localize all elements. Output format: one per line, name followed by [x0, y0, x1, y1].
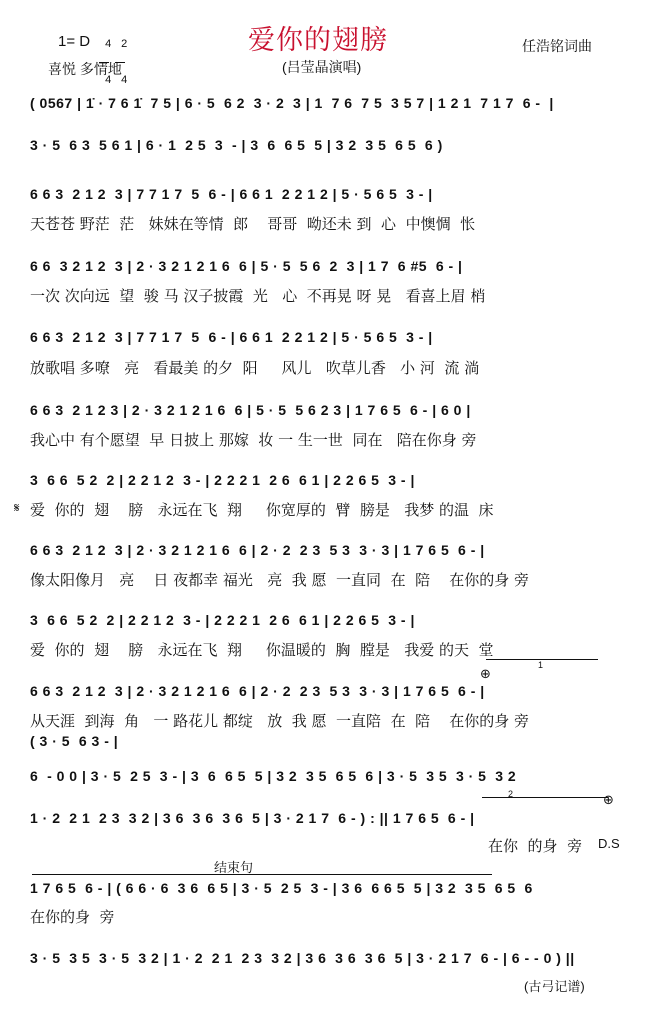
lyric-line-7: 爱 你的 翅 膀 永远在飞 翔 你宽厚的 臂 膀是 我梦 的温 床 — [30, 501, 494, 519]
volta-label-2: 2 — [508, 789, 514, 799]
meter-denominator: 4 — [121, 74, 128, 86]
music-line-12: 6 - 0 0 | 3 · 5 2 5 3 - | 3 6 6 5 5 | 3 2 3 5 6 5 6 | 3 · 5 3 5 3 · 5 3 2 — [30, 768, 517, 784]
coda-sign-2: ⊕ — [603, 792, 614, 807]
volta-bracket-2 — [482, 797, 608, 798]
lyric-line-13: 在你 的身 旁 — [488, 837, 583, 855]
singer-credit: (吕莹晶演唱) — [282, 59, 362, 75]
lyric-line-8: 像太阳像月 亮 日 夜都幸 福光 亮 我 愿 一直同 在 陪 在你的身 旁 — [30, 571, 529, 589]
music-line-6: 6 6 3 2 1 2 3 | 2 · 3 2 1 2 1 6 6 | 5 · 5 5 6 2 3 | 1 7 6 5 6 - | 6 0 | — [30, 402, 471, 418]
ending-label: 结束句 — [214, 860, 254, 875]
music-line-5: 6 6 3 2 1 2 3 | 7 7 1 7 5 6 - | 6 6 1 2 2 1 2 | 5 · 5 6 5 3 - | — [30, 329, 433, 345]
segno-sign: 𝄋 — [14, 500, 20, 515]
meter-denominator: 4 — [105, 74, 112, 86]
music-line-9: 3 6 6 5 2 2 | 2 2 1 2 3 - | 2 2 2 1 2 6 6 1 | 2 2 6 5 3 - | — [30, 612, 415, 628]
lyric-line-9: 爱 你的 翅 膀 永远在飞 翔 你温暖的 胸 膛是 我爱 的天 堂 — [30, 641, 494, 659]
key-signature: 1= D — [58, 33, 91, 50]
tempo-mood: 喜悦 多情地 — [48, 61, 122, 77]
music-line-8: 6 6 3 2 1 2 3 | 2 · 3 2 1 2 1 6 6 | 2 · 2 2 3 5 3 3 · 3 | 1 7 6 5 6 - | — [30, 542, 485, 558]
coda-sign: ⊕ — [480, 666, 491, 681]
music-line-13: 1 · 2 2 1 2 3 3 2 | 3 6 3 6 3 6 5 | 3 · 2 1 7 6 - ) : || 1 7 6 5 6 - | — [30, 810, 475, 826]
ds-marking: D.S — [598, 836, 620, 851]
music-line-14: 1 7 6 5 6 - | ( 6 6 · 6 3 6 6 5 | 3 · 5 2 5 3 - | 3 6 6 6 5 5 | 3 2 3 5 6 5 6 — [30, 880, 533, 896]
music-line-11: ( 3 · 5 6 3 - | — [30, 733, 119, 749]
music-line-2: 3 · 5 6 3 5 6 1 | 6 · 1 2 5 3 - | 3 6 6 5 5 | 3 2 3 5 6 5 6 ) — [30, 137, 443, 153]
meter-numerator: 4 — [105, 38, 112, 50]
music-line-15: 3 · 5 3 5 3 · 5 3 2 | 1 · 2 2 1 2 3 3 2 | 3 6 3 6 3 6 5 | 3 · 2 1 7 6 - | 6 - - 0 ) || — [30, 950, 575, 966]
lyric-line-14: 在你的身 旁 — [30, 908, 115, 926]
music-line-4: 6 6 3 2 1 2 3 | 2 · 3 2 1 2 1 6 6 | 5 · 5 5 6 2 3 | 1 7 6 #5 6 - | — [30, 258, 463, 274]
transcriber-credit: (古弓记谱) — [524, 979, 585, 994]
ending-bracket — [32, 874, 492, 875]
composer-credit: 任浩铭词曲 — [522, 38, 592, 54]
music-line-1: ( 0567 | 1̇ · 7 6 1̇ 7 5 | 6 · 5 6 2 3 · 2 3 | 1 7 6 7 5 3 5 7 | 1 2 1 7 1 7 6 - | — [30, 95, 554, 111]
lyric-line-10: 从天涯 到海 角 一 路花儿 都绽 放 我 愿 一直陪 在 陪 在你的身 旁 — [30, 712, 529, 730]
lyric-line-6: 我心中 有个愿望 早 日披上 那嫁 妆 一 生一世 同在 陪在你身 旁 — [30, 431, 477, 449]
music-line-10: 6 6 3 2 1 2 3 | 2 · 3 2 1 2 1 6 6 | 2 · 2 2 3 5 3 3 · 3 | 1 7 6 5 6 - | — [30, 683, 485, 699]
lyric-line-3: 天苍苍 野茫 茫 妹妹在等情 郎 哥哥 呦还未 到 心 中懊惆 怅 — [30, 215, 476, 233]
lyric-line-5: 放歌唱 多嘹 亮 看最美 的夕 阳 风儿 吹草儿香 小 河 流 淌 — [30, 359, 480, 377]
volta-label-1: 1 — [538, 660, 544, 670]
lyric-line-4: 一次 次向远 望 骏 马 汉子披霞 光 心 不再晃 呀 晃 看喜上眉 梢 — [30, 287, 486, 305]
music-line-7: 3 6 6 5 2 2 | 2 2 1 2 3 - | 2 2 2 1 2 6 6 1 | 2 2 6 5 3 - | — [30, 472, 415, 488]
song-title: 爱你的翅膀 — [248, 25, 388, 56]
meter-numerator: 2 — [121, 38, 128, 50]
music-line-3: 6 6 3 2 1 2 3 | 7 7 1 7 5 6 - | 6 6 1 2 2 1 2 | 5 · 5 6 5 3 - | — [30, 186, 433, 202]
